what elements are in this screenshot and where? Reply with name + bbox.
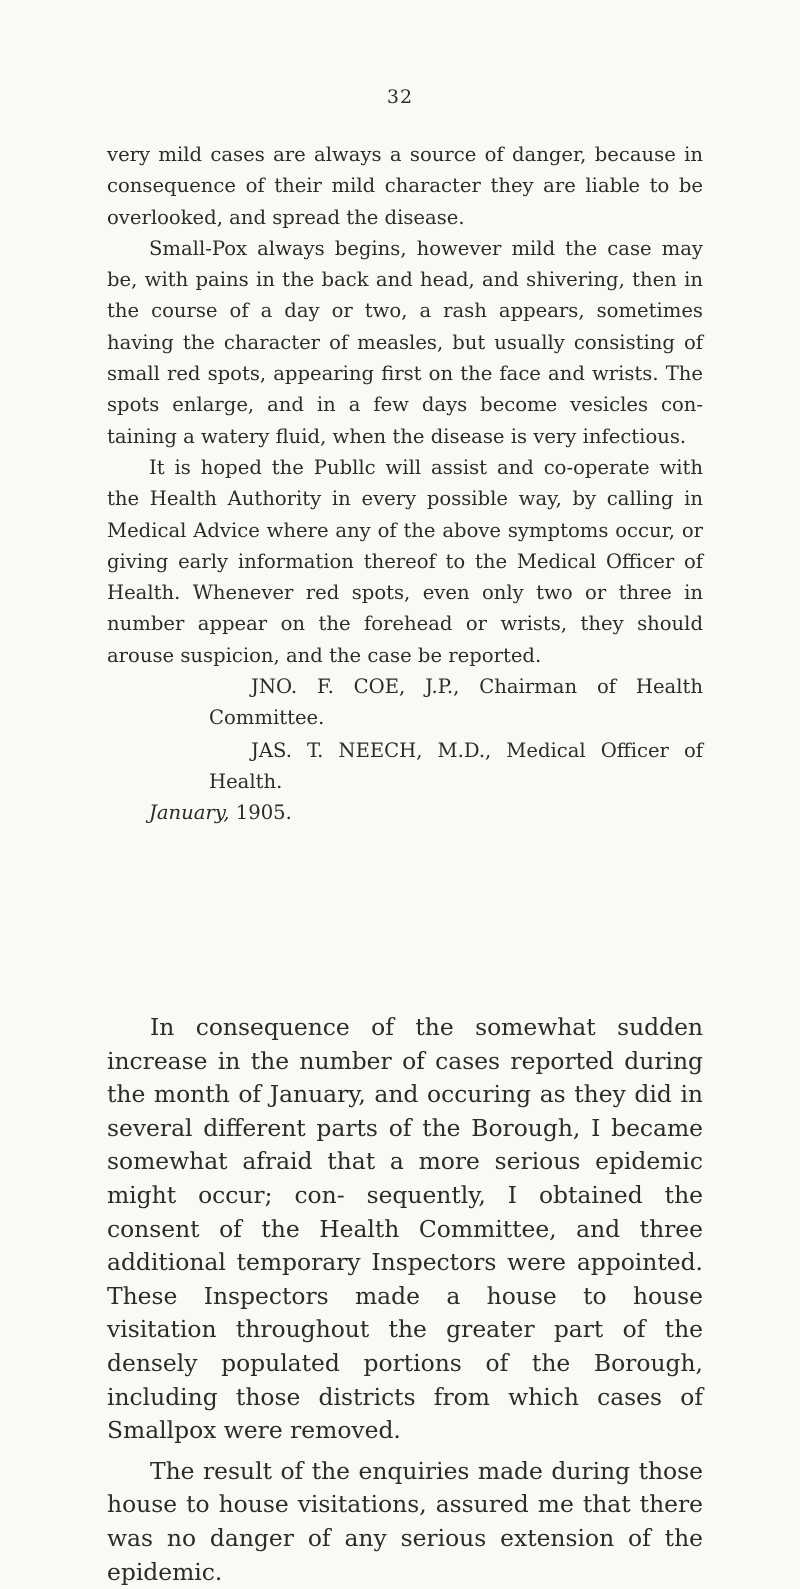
paragraph-public-appeal: It is hoped the Publlc will assist and co-operate with the Health Authority in every possible way, by calling in Medical Advice where any of the above symptoms occur, or giving early information thereof to the Medical Officer of Health. Whenever red spots, even only two or three in number appear on the forehead or wrists, they should arouse suspicion, and the case be reported. xyxy=(107,455,703,667)
signature-chairman: JNO. F. COE, J.P., Chairman of Health Committee. xyxy=(209,675,703,730)
paragraph-symptoms: Small-Pox always begins, however mild the case may be, with pains in the back and head, and shivering, then in the course of a day or two, a rash appears, sometimes having the character of measles, but usually consisting of small red spots, appearing first on the face and wrists. The spots enlarge, and in a few days become vesicles con- taining a watery fluid, when the disease is very infectious. xyxy=(107,236,703,448)
signature-medical-officer: JAS. T. NEECH, M.D., Medical Officer of Health. xyxy=(209,738,703,793)
report-section xyxy=(107,1011,703,1589)
date-month: January, xyxy=(149,801,230,825)
date-year: 1905. xyxy=(235,801,292,825)
notice-section xyxy=(107,139,703,829)
paragraph-epidemic-response: In consequence of the somewhat sudden increase in the number of cases reported during the month of January, and occuring as they did in several different parts of the Borough, I became somewhat afraid that a more serious epidemic might occur; con- sequently, I obtained the consent of the Health Committee, and three additional temporary Inspectors were appointed. These Inspectors made a house to house visitation throughout the greater part of the densely populated portions of the Borough, including those districts from which cases of Smallpox were removed. xyxy=(107,1013,703,1445)
paragraph-continuation: very mild cases are always a source of danger, because in consequence of their mild character they are liable to be overlooked, and spread the disease. xyxy=(107,143,703,229)
dateline xyxy=(107,797,703,828)
page-number: 32 xyxy=(386,86,414,108)
paragraph-result: The result of the enquiries made during those house to house visitations, assured me that there was no danger of any serious extension of the epidemic. xyxy=(107,1456,703,1586)
